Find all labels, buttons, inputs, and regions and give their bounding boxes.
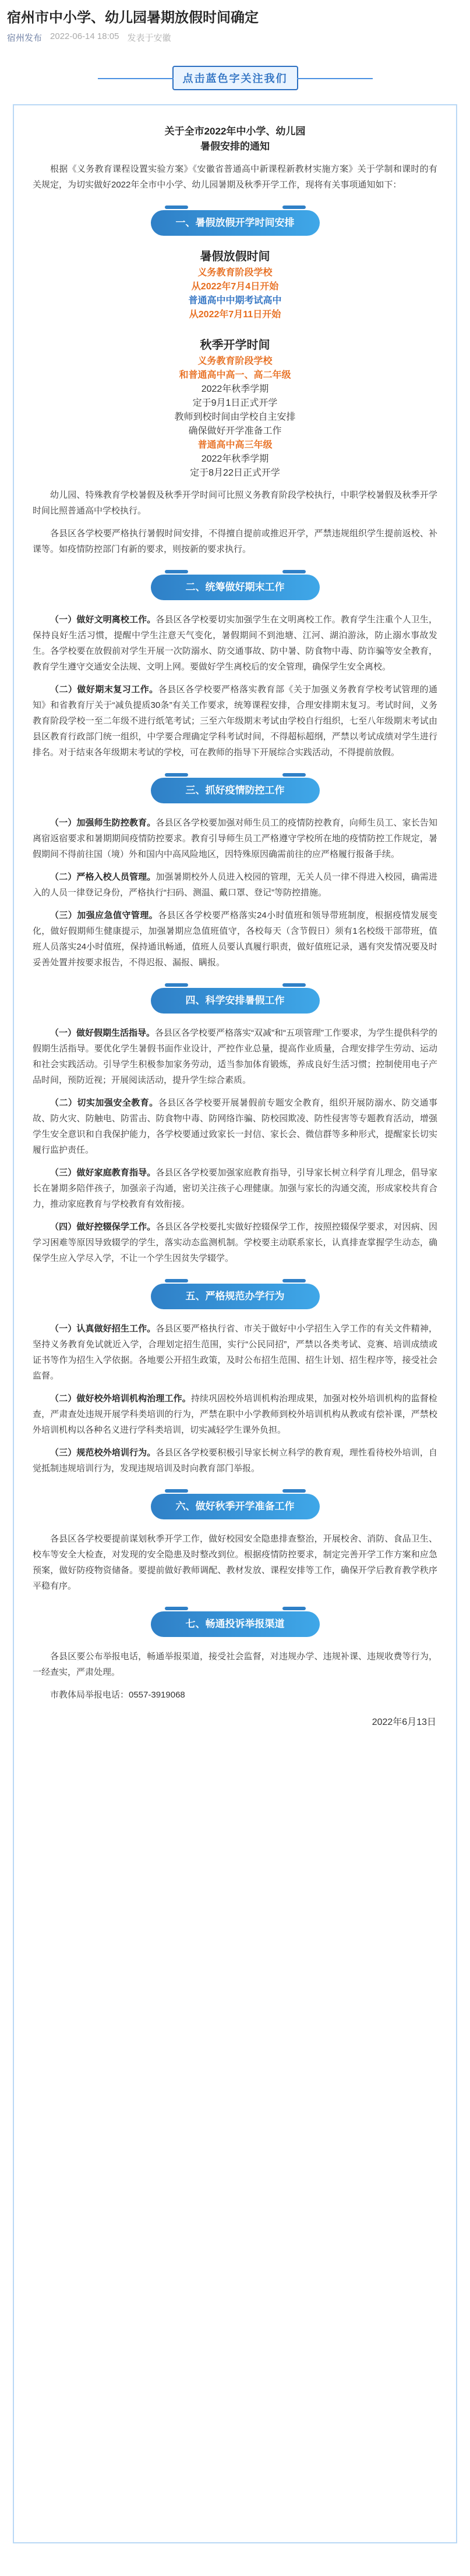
section-heading-6: 六、做好秋季开学准备工作 [151, 1494, 320, 1519]
article-title: 宿州市中小学、幼儿园暑期放假时间确定 [7, 10, 259, 26]
s2-para-1 [33, 612, 437, 675]
section-heading-7: 七、畅通投诉举报渠道 [151, 1611, 320, 1637]
s4-para-3-body: 各县区各学校要加强家庭教育指导，引导家长树立科学育儿理念，倡导家长在暑期多陪伴孩子，加强亲子沟通，密切关注孩子心理健康。加强与家长的沟通交流，形成家校共育合力，推动家庭教育与学校教育有效衔接。 [33, 1168, 437, 1209]
summer-b: 普通高中中期考试高中 [188, 296, 282, 306]
s3-para-1 [33, 815, 437, 862]
s4-para-1-body: 各县区各学校要严格落实“双减”和“五项管理”工作要求，为学生提供科学的假期生活指导。要优化学生暑假书面作业设计，严控作业总量，提高作业质量，合理安排学生劳动、运动和社会实践活动。引导学生积极参加家务劳动，适当参加体育锻炼，养成良好生活习惯；控制使用电子产品时间，预防近视；开展阅读活动，提升学生综合素质。 [33, 1028, 437, 1085]
s3-para-1-lead: （一）加强师生防控教育。 [50, 818, 156, 828]
s4-para-2 [33, 1095, 437, 1158]
s3-para-2 [33, 869, 437, 901]
s5-para-2-body: 持续巩固校外培训机构治理成果，加强对校外培训机构的监督检查，严肃查处违规开展学科类培训的行为，严禁在职中小学教师到校外培训机构从教或有偿补课，严禁校外培训机构以各种名义进行学科类培训，切实减轻学生课外负担。 [33, 1394, 437, 1435]
fall-h: 2022年秋季学期 [201, 454, 269, 464]
s4-para-4 [33, 1219, 437, 1266]
s5-para-3-body: 各县区各学校要积极引导家长树立科学的教育观，理性看待校外培训，自觉抵制违规培训行为，发现违规培训及时向教育部门举报。 [33, 1448, 437, 1473]
s4-para-1-lead: （一）做好假期生活指导。 [50, 1028, 156, 1038]
para-2: 各县区各学校要严格执行暑假时间安排，不得擅自提前或推迟开学，严禁违规组织学生提前返校、补课等。如疫情防控部门有新的要求，则按新的要求执行。 [33, 529, 437, 554]
document-frame [13, 104, 457, 2543]
s2-para-2-lead: （二）做好期末复习工作。 [50, 685, 158, 695]
summer-b-date: 从2022年7月11日开始 [189, 310, 281, 320]
para-1: 幼儿园、特殊教育学校暑假及秋季开学时间可比照义务教育阶段学校执行，中职学校暑假及秋季开学时间比照普通高中学校执行。 [33, 490, 437, 516]
s5-para-3 [33, 1445, 437, 1476]
fall-g: 普通高中高三年级 [197, 440, 273, 450]
s2-para-1-lead: （一）做好文明离校工作。 [50, 615, 156, 625]
summer-a: 义务教育阶段学校 [197, 268, 273, 278]
footer-date: 2022年6月13日 [372, 1717, 436, 1727]
s2-para-1-body: 各县区各学校要切实加强学生在文明离校工作。教育学生注重个人卫生，保持良好生活习惯，提醒中学生注意天气变化，暑假期间不到池塘、江河、湖泊游泳，防止溺水事故发生。各学校要在放假前对学生开展一次防溺水、防交通事故、防中暑、防食物中毒、防诈骗等安全教育，教育学生遵守交通安全法规、文明上网。要做好学生离校后的安全管理，确保学生安全离校。 [33, 615, 437, 672]
s5-para-1-lead: （一）认真做好招生工作。 [50, 1324, 156, 1334]
doc-intro: 根据《义务教育课程设置实验方案》《安徽省普通高中新课程新教材实施方案》关于学制和课时的有关规定，为切实做好2022年全市中小学、幼儿园暑期及秋季开学工作，现将有关事项通知如下： [33, 164, 437, 190]
s4-para-1 [33, 1025, 437, 1088]
s5-para-2-lead: （二）做好校外培训机构治理工作。 [50, 1394, 191, 1404]
doc-title-line1: 关于全市2022年中小学、幼儿园 [164, 126, 306, 137]
s3-para-3 [33, 908, 437, 970]
s5-para-1-body: 各县区要严格执行省、市关于做好中小学招生入学工作的有关文件精神，坚持义务教育免试就近入学，合理划定招生范围，实行“公民同招”，严禁以各类考试、竞赛、培训成绩或证书等作为招生入学依据。各地要公开招生政策，及时公布招生范围、招生计划、招生程序等，接受社会监督。 [33, 1324, 437, 1381]
s3-para-3-lead: （三）加强应急值守管理。 [50, 910, 158, 920]
fall-c: 2022年秋季学期 [201, 384, 269, 394]
publish-location: 发表于安徽 [127, 33, 171, 43]
section-heading-2: 二、统筹做好期末工作 [151, 575, 320, 600]
s4-para-3 [33, 1165, 437, 1212]
fall-title: 秋季开学时间 [200, 339, 270, 352]
s3-para-2-body: 加强暑期校外人员进入校园的管理，无关人员一律不得进入校园，确需进入的人员一律登记身份，严格执行“扫码、测温、戴口罩、登记”等防控措施。 [33, 872, 437, 898]
s2-para-2 [33, 682, 437, 760]
section-heading-5: 五、严格规范办学行为 [151, 1284, 320, 1309]
section-heading-1: 一、暑假放假开学时间安排 [151, 210, 320, 236]
article-meta [7, 31, 463, 44]
source-link[interactable]: 宿州发布 [7, 33, 43, 43]
fall-a: 义务教育阶段学校 [197, 356, 273, 366]
s3-para-1-body: 各县区各学校要加强对师生员工的疫情防控教育，向师生员工、家长告知离宿返宿要求和暑期期间疫情防控要求。教育引导师生员工严格遵守学校所在地的疫情防控工作规定，暑假期间不得前往国（境）外和国内中高风险地区，因特殊原因确需前往的应严格履行报备手续。 [33, 818, 437, 859]
section-heading-4: 四、科学安排暑假工作 [151, 988, 320, 1014]
s4-para-2-lead: （二）切实加强安全教育。 [50, 1098, 158, 1108]
summer-title: 暑假放假时间 [200, 250, 270, 263]
s5-para-3-lead: （三）规范校外培训行为。 [50, 1448, 156, 1458]
fall-f: 确保做好开学准备工作 [188, 426, 282, 436]
fall-b: 和普通高中高一、高二年级 [179, 370, 291, 380]
contact-phone: 市教体局举报电话：0557-3919068 [50, 1690, 185, 1700]
section-heading-3: 三、抓好疫情防控工作 [151, 778, 320, 803]
doc-title-line2: 暑假安排的通知 [200, 141, 270, 152]
article-header [0, 0, 470, 44]
s4-para-3-lead: （三）做好家庭教育指导。 [50, 1168, 156, 1178]
follow-banner [113, 66, 358, 90]
s6-para-1: 各县区各学校要提前谋划秋季开学工作，做好校园安全隐患排查整治，开展校舍、消防、食品卫生、校车等安全大检查，对发现的安全隐患及时整改到位。根据疫情防控要求，制定完善开学工作方案和应急预案，做好防疫物资储备。要提前做好教师调配、教材发放、课程安排等工作，确保开学后教育教学秩序平稳有序。 [33, 1534, 437, 1591]
follow-banner-text[interactable]: 点击蓝色字关注我们 [172, 66, 298, 90]
s2-para-2-body: 各县区各学校要严格落实教育部《关于加强义务教育学校考试管理的通知》和省教育厅关于“减负提质30条”有关工作要求，统筹课程安排，合理安排期末复习。考试时间，义务教育阶段学校一至二年级不进行纸笔考试；三至六年级期末考试由学校自行组织，七至八年级期末考试由县区教育行政部门统一组织，中学要合理确定学科考试时间，不得超标超纲，严禁以考试成绩对学生进行排名。对于结束各年级期末考试的学校，可在教师的指导下开展综合实践活动，不得提前放假。 [33, 685, 437, 757]
s4-para-4-body: 各县区各学校要扎实做好控辍保学工作，按照控辍保学要求，对因病、因学习困难等原因导致辍学的学生，落实动态监测机制。学校要主动联系家长，认真排查掌握学生动态，确保学生应入学尽入学，不让一个学生因贫失学辍学。 [33, 1222, 437, 1263]
doc-title [22, 124, 448, 154]
s3-para-2-lead: （二）严格入校人员管理。 [50, 872, 156, 882]
s5-para-1 [33, 1321, 437, 1384]
summer-a-date: 从2022年7月4日开始 [191, 282, 279, 292]
schedule-block [22, 247, 448, 480]
publish-datetime: 2022-06-14 18:05 [50, 31, 119, 41]
fall-e: 教师到校时间由学校自主安排 [174, 412, 296, 422]
s3-para-3-body: 各县区各学校要严格落实24小时值班和领导带班制度，根据疫情发展变化，做好假期师生健康提示，加强暑期应急值班值守，各校每天（含节假日）须有1名校级干部带班，值班人员落实24小时值班，保持通讯畅通，值班人员要认真履行职责，做好值班记录，遇有突发情况要及时妥善处置并按要求报告，不得迟报、漏报、瞒报。 [33, 910, 437, 968]
s5-para-2 [33, 1391, 437, 1438]
s4-para-2-body: 各县区各学校要开展暑假前专题安全教育，组织开展防溺水、防交通事故、防火灾、防触电、防雷击、防食物中毒、防网络诈骗、防校园欺凌、防性侵害等专题教育活动，增强学生安全意识和自我保护能力，各学校要通过致家长一封信、家长会、微信群等多种形式，提醒家长切实履行监护责任。 [33, 1098, 437, 1155]
s7-para-1: 各县区要公布举报电话，畅通举报渠道，接受社会监督，对违规办学、违规补课、违规收费等行为，一经查实，严肃处理。 [33, 1652, 437, 1677]
fall-d: 定于9月1日正式开学 [192, 398, 278, 408]
fall-i: 定于8月22日正式开学 [190, 468, 280, 478]
s4-para-4-lead: （四）做好控辍保学工作。 [50, 1222, 156, 1232]
